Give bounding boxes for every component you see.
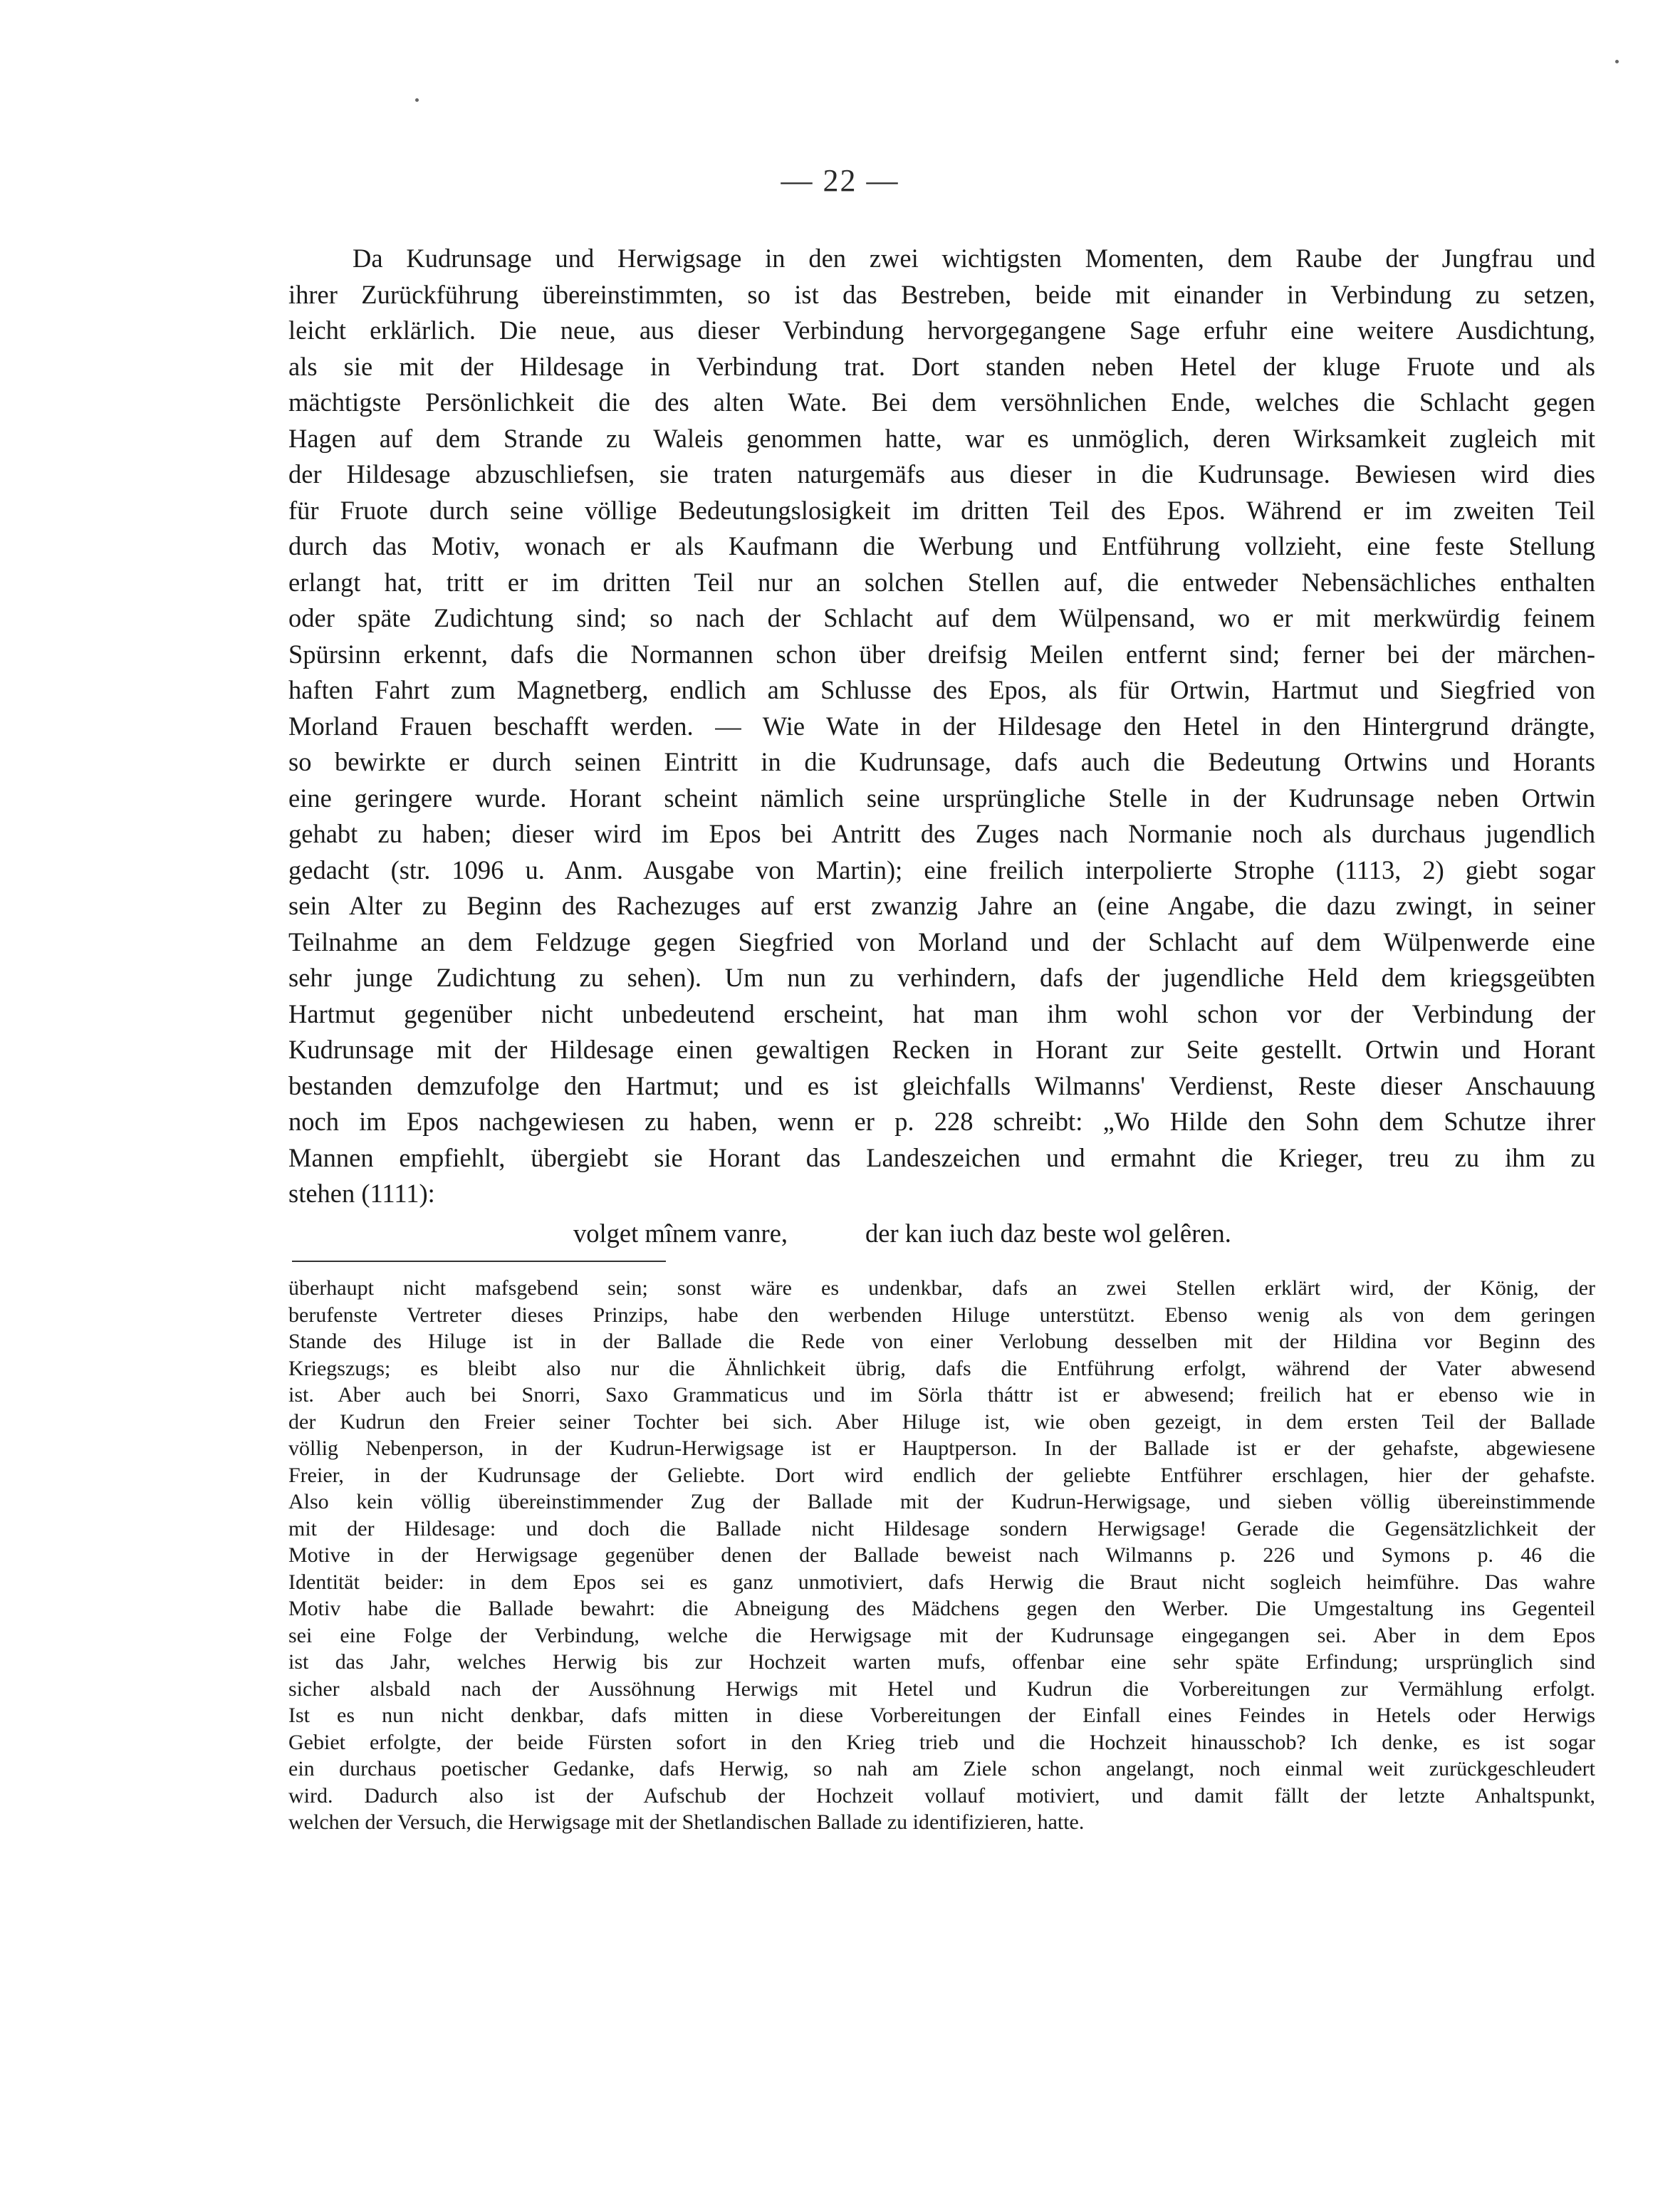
footnote-text — [288, 1275, 1595, 1836]
footnote-line: welchen der Versuch, die Herwigsage mit der Shetlandischen Ballade zu identifizieren, hatte. — [288, 1810, 1085, 1834]
main-text-line: haften Fahrt zum Magnetberg, endlich am Schlusse des Epos, als für Ortwin, Hartmut und Siegfried von — [288, 675, 1595, 704]
footnote-line: Motive in der Herwigsage gegenüber denen der Ballade beweist nach Wilmanns p. 226 und Symons p. 46 die — [288, 1543, 1595, 1567]
main-text-line: mächtigste Persönlichkeit die des alten Wate. Bei dem versöhnlichen Ende, welches die Schlacht gegen — [288, 387, 1595, 417]
main-text-line: Mannen empfiehlt, übergiebt sie Horant das Landeszeichen und ermahnt die Krieger, treu zu ihm zu — [288, 1142, 1595, 1172]
footnote-line: der Kudrun den Freier seiner Tochter bei sich. Aber Hiluge ist, wie oben gezeigt, in dem ersten Teil der Ballade — [288, 1409, 1595, 1434]
main-text-line: Spürsinn erkennt, dafs die Normannen schon über dreifsig Meilen entfernt sind; ferner bei der märchen- — [288, 639, 1595, 669]
main-text-line: sehr junge Zudichtung zu sehen). Um nun zu verhindern, dafs der jugendliche Held dem kriegsgeübten — [288, 963, 1595, 992]
main-text-line: als sie mit der Hildesage in Verbindung trat. Dort standen neben Hetel der kluge Fruote und als — [288, 351, 1595, 381]
footnote-line: ist. Aber auch bei Snorri, Saxo Grammaticus und im Sörla tháttr ist er abwesend; freilich hat er ebenso wie in — [288, 1383, 1595, 1407]
main-text-line: gehabt zu haben; dieser wird im Epos bei Antritt des Zuges nach Normanie noch als durchaus jugendlich — [288, 819, 1595, 848]
main-text-line: ihrer Zurückführung übereinstimmten, so ist das Bestreben, beide mit einander in Verbindung zu setzen, — [288, 279, 1595, 309]
footnote-line: völlig Nebenperson, in der Kudrun-Herwigsage ist er Hauptperson. In der Ballade ist er der gehafste, abgewiesene — [288, 1436, 1595, 1460]
footnote-line: ist das Jahr, welches Herwig bis zur Hochzeit warten mufs, offenbar eine sehr späte Erfindung; ursprünglich sind — [288, 1650, 1595, 1674]
main-text-line: gedacht (str. 1096 u. Anm. Ausgabe von Martin); eine freilich interpolierte Strophe (1113, 2) giebt sogar — [288, 855, 1595, 885]
verse-quotation — [573, 1216, 1231, 1251]
paper-speck — [415, 98, 419, 102]
footnote-line: sei eine Folge der Verbindung, welche die Herwigsage mit der Kudrunsage eingegangen sei. Aber in dem Epos — [288, 1623, 1595, 1647]
footnote-line: wird. Dadurch also ist der Aufschub der Hochzeit vollauf motiviert, und damit fällt der letzte Anhaltspunkt, — [288, 1783, 1595, 1808]
main-text-line: Hagen auf dem Strande zu Waleis genommen hatte, war es unmöglich, deren Wirksamkeit zugleich mit — [288, 423, 1595, 453]
main-text-line: Kudrunsage mit der Hildesage einen gewaltigen Recken in Horant zur Seite gestellt. Ortwin und Horant — [288, 1035, 1595, 1064]
footnote-line: Motiv habe die Ballade bewahrt: die Abneigung des Mädchens gegen den Werber. Die Umgestaltung ins Gegenteil — [288, 1597, 1595, 1620]
paper-speck — [1615, 60, 1619, 63]
footnote-line: Kriegszugs; es bleibt also nur die Ähnlichkeit übrig, dafs die Entführung erfolgt, während der Vater abwesend — [288, 1356, 1595, 1380]
main-text-line: Teilnahme an dem Feldzuge gegen Siegfried von Morland und der Schlacht auf dem Wülpenwerde eine — [288, 927, 1595, 956]
main-text — [288, 241, 1595, 1212]
main-text-line: Morland Frauen beschafft werden. — Wie Wate in der Hildesage den Hetel in den Hintergrund drängte, — [288, 711, 1595, 741]
main-text-line: oder späte Zudichtung sind; so nach der Schlacht auf dem Wülpensand, wo er mit merkwürdig feinem — [288, 603, 1595, 632]
main-text-line: eine geringere wurde. Horant scheint nämlich seine ursprüngliche Stelle in der Kudrunsage neben Ortwin — [288, 783, 1595, 813]
page-number: — 22 — — [781, 163, 899, 198]
verse-first-half: volget mînem vanre, — [573, 1219, 788, 1248]
footnote-line: mit der Hildesage: und doch die Ballade nicht Hildesage sondern Herwigsage! Gerade die Gegensätzlichkeit der — [288, 1516, 1595, 1540]
footnote-separator — [292, 1261, 666, 1262]
footnote-line: sicher alsbald nach der Aussöhnung Herwigs mit Hetel und Kudrun die Vorbereitungen zur Vermählung erfolgt. — [288, 1676, 1595, 1701]
footnote-line: Stande des Hiluge ist in der Ballade die Rede von einer Verlobung desselben mit der Hildina vor Beginn des — [288, 1330, 1595, 1353]
main-text-line: Hartmut gegenüber nicht unbedeutend erscheint, hat man ihm wohl schon vor der Verbindung der — [288, 998, 1595, 1028]
footnote-line: Freier, in der Kudrunsage der Geliebte. Dort wird endlich der geliebte Entführer erschlagen, hier der gehafste. — [288, 1463, 1595, 1487]
footnote-line: berufenste Vertreter dieses Prinzips, habe den werbenden Hiluge unterstützt. Ebenso wenig als von dem geringen — [288, 1303, 1595, 1327]
main-text-line: durch das Motiv, wonach er als Kaufmann die Werbung und Entführung vollzieht, eine feste Stellung — [288, 531, 1595, 560]
main-text-line: stehen (1111): — [288, 1179, 435, 1208]
footnote-line: Gebiet erfolgte, der beide Fürsten sofort in den Krieg trieb und die Hochzeit hinausschob? Ich denke, es ist sogar — [288, 1730, 1595, 1754]
main-text-line: noch im Epos nachgewiesen zu haben, wenn er p. 228 schreibt: „Wo Hilde den Sohn dem Schutze ihrer — [288, 1107, 1595, 1136]
footnote-line: Ist es nun nicht denkbar, dafs mitten in diese Vorbereitungen der Einfall eines Feindes in Hetels oder Herwigs — [288, 1704, 1595, 1727]
main-text-line: sein Alter zu Beginn des Rachezuges auf erst zwanzig Jahre an (eine Angabe, die dazu zwingt, in seiner — [288, 891, 1595, 920]
main-text-line: erlangt hat, tritt er im dritten Teil nur an solchen Stellen auf, die entweder Nebensächliches enthalten — [288, 567, 1595, 597]
main-text-line: so bewirkte er durch seinen Eintritt in die Kudrunsage, dafs auch die Bedeutung Ortwins und Horants — [288, 747, 1595, 776]
footnote-line: ein durchaus poetischer Gedanke, dafs Herwig, so nah am Ziele schon angelangt, noch einmal weit zurückgeschleudert — [288, 1757, 1595, 1780]
main-text-line: leicht erklärlich. Die neue, aus dieser Verbindung hervorgegangene Sage erfuhr eine weitere Ausdichtung, — [288, 316, 1595, 345]
footnote-line: Identität beider: in dem Epos sei es ganz unmotiviert, dafs Herwig die Braut nicht sogleich heimführe. Das wahre — [288, 1570, 1595, 1594]
verse-second-half: der kan iuch daz beste wol gelêren. — [865, 1219, 1231, 1248]
main-text-line: für Fruote durch seine völlige Bedeutungslosigkeit im dritten Teil des Epos. Während er im zweiten Teil — [288, 495, 1595, 525]
main-text-line: Da Kudrunsage und Herwigsage in den zwei wichtigsten Momenten, dem Raube der Jungfrau und — [353, 244, 1595, 273]
main-text-line: bestanden demzufolge den Hartmut; und es ist gleichfalls Wilmanns' Verdienst, Reste dieser Anschauung — [288, 1070, 1595, 1100]
footnote-line: überhaupt nicht mafsgebend sein; sonst wäre es undenkbar, dafs an zwei Stellen erklärt wird, der König, der — [288, 1276, 1595, 1300]
main-text-line: der Hildesage abzuschliefsen, sie traten naturgemäfs aus dieser in die Kudrunsage. Bewiesen wird dies — [288, 459, 1595, 489]
footnote-line: Also kein völlig übereinstimmender Zug der Ballade mit der Kudrun-Herwigsage, und sieben völlig übereinstimmende — [288, 1490, 1595, 1513]
